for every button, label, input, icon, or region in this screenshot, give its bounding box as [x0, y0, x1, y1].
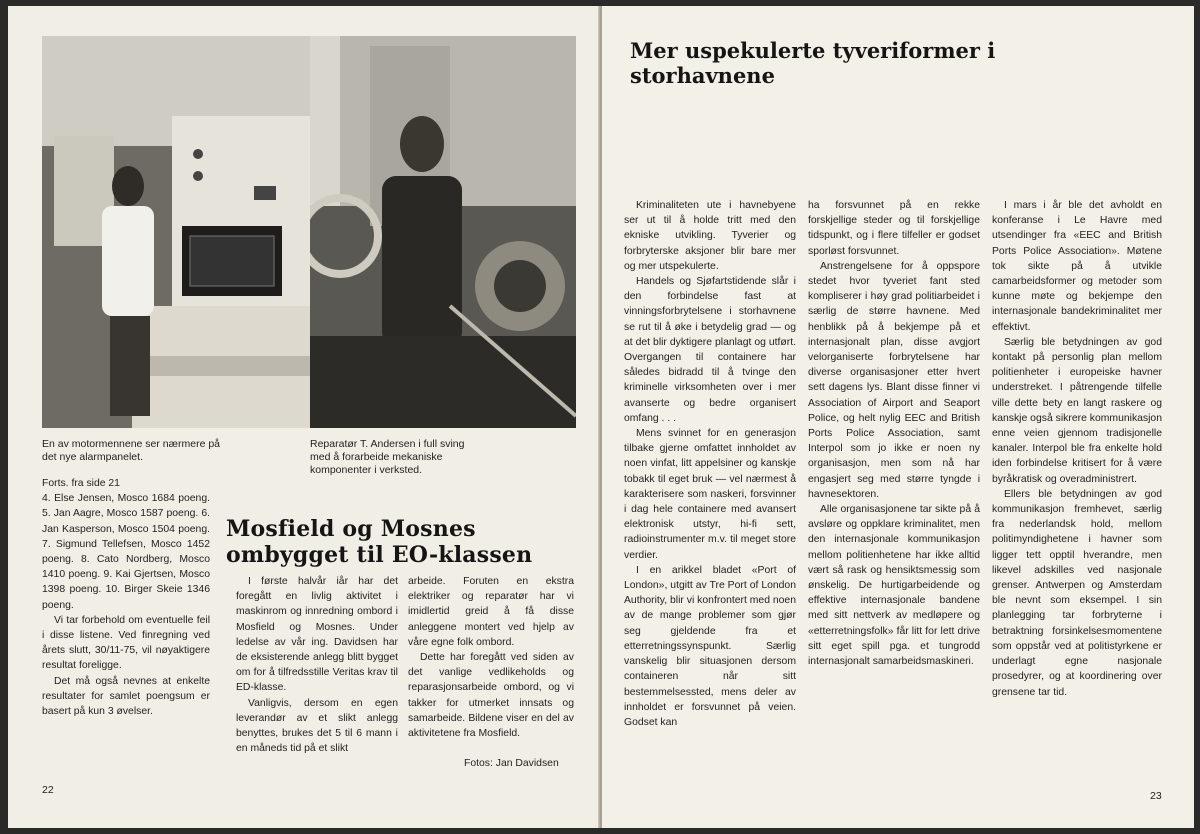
article-column-1 — [624, 198, 796, 730]
results-paragraph: Vi tar forbehold om eventuelle feil i disse listene. Ved finregning ved årets slutt, 30/11-75, vil nøyaktigere resultat foreligge. — [42, 614, 210, 672]
article-paragraph: Ellers ble betydningen av god kommunikasjon fremhevet, særlig fra nederlandsk hold, mellom politimyndighetene i havner som ligger tett opptil hverandre, men likevel adskilles ved nasjonale grenser. Antwerpen og Amsterdam ble nevnt som eksempel. I sin planlegging tar forbryterne i betraktning forsinkelsesmomentene som oppstår ved at politistyrkene er underlagt egne nasjonale prosedyrer, og at koordinering over grensene tar tid. — [992, 488, 1162, 698]
photo-credit: Fotos: Jan Davidsen — [464, 758, 559, 769]
article-title: Mosfield og Mosnes ombygget til EO-klassen — [226, 516, 533, 568]
results-paragraph: Det må også nevnes at enkelte resultater for samlet poengsum er basert på kun 3 øvelser. — [42, 675, 210, 718]
article-title: Mer uspekulerte tyveriformer i storhavnene — [630, 38, 996, 88]
article-column-2 — [408, 574, 574, 741]
article-paragraph: Anstrengelsene for å oppspore stedet hvor tyveriet fant sted kompliserer i høy grad politiarbeidet i særlig de større havnene. Med henblikk på å bekjempe på et internasjonalt plan, disse avgjort velorganiserte forbrytelsene har diverse organisasjoner etter hvert sett dagens lys. Blant disse finner vi Association of Airport and Seaport Police, og helt nylig EEC and British Ports Police Association, samt Interpol som jo ikke er noen ny organisasjon, men som nå har engasjert seg med større tyngde i havnesektoren. — [808, 260, 980, 500]
left-page — [8, 6, 600, 828]
article-paragraph: Dette har foregått ved siden av det vanlige vedlikeholds og reparasjonsarbeide ombord, og vi takker for utmerket innsats og samarbeide. Bildene viser en del av aktivitetene fra Mosfield. — [408, 652, 574, 740]
article-paragraph: Alle organisasjonene tar sikte på å avsløre og oppklare kriminalitet, men den internasjonale kommunikasjon mellom politienhetene har ikke alltid vært så rask og hensiktsmessig som ønskelig. De hurtigarbeidende og effektive internasjonale bandene med sitt nettverk av medløpere og «etterretningsfolk» får litt for lett drive sitt eget spill pga. et tungrodd internasjonalt samarbeidsmaskineri. — [808, 504, 980, 668]
article-paragraph: arbeide. Foruten en ekstra elektriker og reparatør har vi imidlertid greid å få disse anleggene montert ved hjelp av våre egne folk ombord. — [408, 576, 574, 648]
results-paragraph: Forts. fra side 21 — [42, 478, 120, 489]
article-paragraph: I en arikkel bladet «Port of London», utgitt av Tre Port of London Authority, blir vi konfrontert med noen av de mange problemer som gjør seg gjeldende fra et etterretningssynspunkt. Særlig vanskelig blir situasjonen dersom containeren når sitt bestemmelsessted, mens deler av innholdet er forsvunnet på veien. Godset kan — [624, 564, 796, 728]
article-paragraph: Kriminaliteten ute i havnebyene ser ut til å holde tritt med den ekniske utvikling. Tyverier og forbryterske aksjoner blir bare mer og mer utspekulerte. — [624, 200, 796, 272]
article-column-3 — [992, 198, 1162, 700]
photo-caption-2: Reparatør T. Andersen i full sving med å forarbeide mekaniske komponenter i verksted. — [310, 438, 465, 476]
photo-caption-1: En av motormennene ser nærmere på det nye alarmpanelet. — [42, 438, 221, 463]
results-column — [42, 476, 210, 719]
article-paragraph: ha forsvunnet på en rekke forskjellige steder og til forskjellige tidspunkt, og i flere tilfeller er godset sporløst forsvunnet. — [808, 200, 980, 257]
article-paragraph: Særlig ble betydningen av god kontakt på personlig plan mellom politienheter i europeiske havner understreket. I påtrengende tilfelle ville dette bety en langt raskere og kanskje også sikrere kommunikasjon enne veien gjennom tradisjonelle kanaler. Interpol ble fra enkelte hold iden forbindelse kritisert for å være byråkratisk og overadministrert. — [992, 336, 1162, 485]
article-paragraph: I første halvår iår har det foregått en livlig aktivitet i maskinrom og innredning ombord i Mosfield og Mosnes. Under ledelse av vår ing. Davidsen har de eksisterende anlegg blitt bygget om for å tilfredsstille Veritas krav til ED-klasse. — [236, 576, 398, 694]
right-page — [602, 6, 1194, 828]
results-paragraph: 4. Else Jensen, Mosco 1684 poeng. 5. Jan Aagre, Mosco 1587 poeng. 6. Jan Kasperson, Mosco 1504 poeng. 7. Sigmund Tellefsen, Mosco 1452 poeng. 8. Cato Nordberg, Mosco 1410 poeng. 9. Kai Gjertsen, Mosco 1398 poeng. 10. Birger Skeie 1346 poeng. — [42, 493, 210, 611]
photo-alarm-panel — [42, 36, 310, 428]
article-column-1 — [236, 574, 398, 756]
page-number: 23 — [1150, 790, 1162, 802]
article-column-2 — [808, 198, 980, 669]
article-paragraph: Vanligvis, dersom en egen leverandør av et slikt anlegg benyttes, brukes det 5 til 6 mann i en måneds tid på et slikt — [236, 697, 398, 755]
page-number: 22 — [42, 784, 54, 796]
article-paragraph: Mens svinnet for en generasjon tilbake gjerne omfattet innholdet av noen vinfat, litt appelsiner og kanskje tobakk til eget bruk — vel nærmest å karakterisere som naskeri, forsvinner i dag hele containere med avansert elektronisk utstyr, hi-fi sett, radioinstrumenter m.v. til meget store verdier. — [624, 428, 796, 561]
article-paragraph: I mars i år ble det avholdt en konferanse i Le Havre med utsendinger fra «EEC and British Ports Police Association». Møtene tok sikte på å utvikle camarbeidsformer og metoder som kunne møte og bekjempe den internasjonale bandekriminalitet mer effektivt. — [992, 200, 1162, 333]
photo-workshop — [310, 36, 576, 428]
article-paragraph: Handels og Sjøfartstidende slår i den forbindelse fast at vinningsforbrytelsene i storhavnene se rut til å øke i betydelig grad — og at det blir dyktigere planlagt og utført. Overgangen til containere har således bidradd til å tvinge den kriminelle virksomheten over i mer avanserte og bedre organisert omfang . . . — [624, 276, 796, 424]
